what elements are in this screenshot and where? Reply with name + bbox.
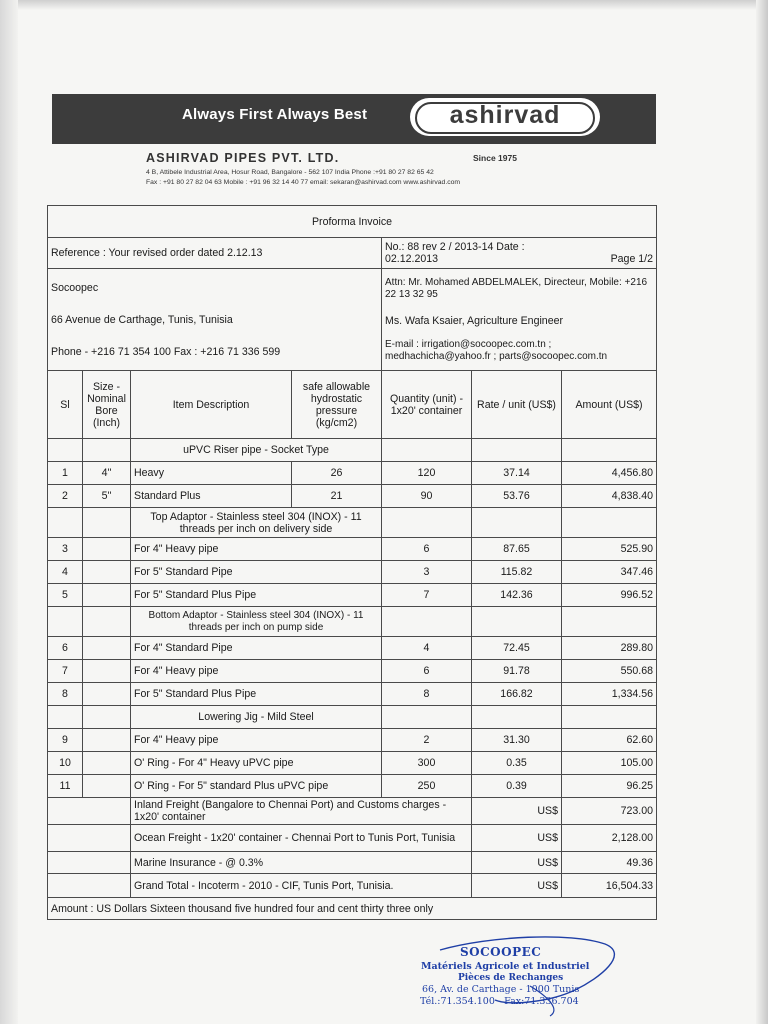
col-size: Size - Nominal Bore (Inch) bbox=[83, 371, 131, 439]
charge-label: Marine Insurance - @ 0.3% bbox=[131, 852, 472, 874]
row-desc: For 4" Heavy pipe bbox=[131, 660, 382, 683]
row-size: 4" bbox=[83, 462, 131, 485]
customer-name: Socoopec bbox=[51, 281, 99, 294]
charge-amount: 49.36 bbox=[562, 852, 657, 874]
company-address: 4 B, Attibele Industrial Area, Hosur Road, Bangalore - 562 107 India Phone :+91 80 27 82 65 42 bbox=[146, 169, 434, 176]
invoice-table bbox=[47, 205, 657, 920]
col-rate: Rate / unit (US$) bbox=[472, 371, 562, 439]
contact-engineer: Ms. Wafa Ksaier, Agriculture Engineer bbox=[385, 314, 564, 327]
amount-in-words: Amount : US Dollars Sixteen thousand five hundred four and cent thirty three only bbox=[48, 898, 657, 920]
stamp-line2: Pièces de Rechanges bbox=[458, 973, 564, 983]
col-desc: Item Description bbox=[131, 371, 292, 439]
customer-phone: Phone - +216 71 354 100 Fax : +216 71 336 599 bbox=[51, 345, 281, 358]
row-rate: 166.82 bbox=[472, 683, 562, 706]
table-row bbox=[48, 584, 657, 607]
row-qty: 6 bbox=[382, 538, 472, 561]
row-amount: 289.80 bbox=[562, 637, 657, 660]
table-row bbox=[48, 683, 657, 706]
section-lowering-jig: Lowering Jig - Mild Steel bbox=[131, 706, 382, 729]
tagline: Always First Always Best bbox=[182, 106, 368, 123]
charge-amount: 723.00 bbox=[562, 798, 657, 825]
header-banner bbox=[52, 94, 656, 144]
row-desc: O' Ring - For 4" Heavy uPVC pipe bbox=[131, 752, 382, 775]
contact-block bbox=[382, 269, 657, 371]
charge-label: Inland Freight (Bangalore to Chennai Port) and Customs charges - 1x20' container bbox=[131, 798, 472, 825]
page-edge-right bbox=[756, 0, 768, 1024]
row-qty: 4 bbox=[382, 637, 472, 660]
row-rate: 115.82 bbox=[472, 561, 562, 584]
row-sl: 6 bbox=[48, 637, 83, 660]
row-sl: 8 bbox=[48, 683, 83, 706]
row-amount: 996.52 bbox=[562, 584, 657, 607]
table-row bbox=[48, 538, 657, 561]
row-rate: 31.30 bbox=[472, 729, 562, 752]
row-qty: 120 bbox=[382, 462, 472, 485]
row-amount: 62.60 bbox=[562, 729, 657, 752]
row-qty: 8 bbox=[382, 683, 472, 706]
row-rate: 91.78 bbox=[472, 660, 562, 683]
customer-block bbox=[48, 269, 382, 371]
row-rate: 0.39 bbox=[472, 775, 562, 798]
charge-amount: 2,128.00 bbox=[562, 825, 657, 852]
row-rate: 53.76 bbox=[472, 485, 562, 508]
company-name: ASHIRVAD PIPES PVT. LTD. bbox=[146, 151, 340, 165]
invoice-title: Proforma Invoice bbox=[48, 206, 657, 238]
invoice-number: No.: 88 rev 2 / 2013-14 Date : 02.12.2013 bbox=[385, 241, 525, 265]
table-row bbox=[48, 775, 657, 798]
row-amount: 4,838.40 bbox=[562, 485, 657, 508]
row-sl: 1 bbox=[48, 462, 83, 485]
row-sl: 5 bbox=[48, 584, 83, 607]
row-sl: 11 bbox=[48, 775, 83, 798]
charge-row bbox=[48, 825, 657, 852]
row-amount: 4,456.80 bbox=[562, 462, 657, 485]
row-desc: Heavy bbox=[131, 462, 292, 485]
row-desc: For 4" Standard Pipe bbox=[131, 637, 382, 660]
row-qty: 250 bbox=[382, 775, 472, 798]
row-desc: For 4" Heavy pipe bbox=[131, 729, 382, 752]
row-rate: 0.35 bbox=[472, 752, 562, 775]
row-amount: 1,334.56 bbox=[562, 683, 657, 706]
section-riser: uPVC Riser pipe - Socket Type bbox=[131, 439, 382, 462]
ashirvad-logo bbox=[410, 98, 600, 136]
grand-total-amount: 16,504.33 bbox=[562, 874, 657, 898]
row-sl: 9 bbox=[48, 729, 83, 752]
reference: Reference : Your revised order dated 2.12.13 bbox=[48, 238, 382, 269]
row-size: 5" bbox=[83, 485, 131, 508]
table-row bbox=[48, 637, 657, 660]
company-contact: Fax : +91 80 27 82 04 63 Mobile : +91 96 32 14 40 77 email: sekaran@ashirvad.com www.ashirvad.com bbox=[146, 179, 461, 186]
contact-email: E-mail : irrigation@socoopec.com.tn ; medhachicha@yahoo.fr ; parts@socoopec.com.tn bbox=[385, 338, 608, 362]
invoice-number-cell bbox=[382, 238, 657, 269]
row-amount: 96.25 bbox=[562, 775, 657, 798]
attn: Attn: Mr. Mohamed ABDELMALEK, Directeur, Mobile: +216 22 13 32 95 bbox=[385, 276, 648, 300]
row-pressure: 21 bbox=[292, 485, 382, 508]
row-desc: O' Ring - For 5" standard Plus uPVC pipe bbox=[131, 775, 382, 798]
page-edge-left bbox=[0, 0, 18, 1024]
row-sl: 3 bbox=[48, 538, 83, 561]
section-bottom-adaptor: Bottom Adaptor - Stainless steel 304 (INOX) - 11 threads per inch on pump side bbox=[131, 607, 382, 637]
section-top-adaptor: Top Adaptor - Stainless steel 304 (INOX) - 11 threads per inch on delivery side bbox=[131, 508, 382, 538]
company-stamp bbox=[400, 928, 620, 1018]
charge-currency: US$ bbox=[472, 798, 562, 825]
row-rate: 37.14 bbox=[472, 462, 562, 485]
charge-row bbox=[48, 798, 657, 825]
page-edge-top bbox=[0, 0, 768, 10]
stamp-line3: 66, Av. de Carthage - 1000 Tunis bbox=[422, 984, 580, 995]
row-desc: For 5" Standard Plus Pipe bbox=[131, 584, 382, 607]
logo-text: ashirvad bbox=[449, 101, 561, 129]
row-rate: 142.36 bbox=[472, 584, 562, 607]
col-qty: Quantity (unit) - 1x20' container bbox=[382, 371, 472, 439]
row-pressure: 26 bbox=[292, 462, 382, 485]
table-row bbox=[48, 462, 657, 485]
since-year: Since 1975 bbox=[473, 153, 517, 163]
grand-total-label: Grand Total - Incoterm - 2010 - CIF, Tunis Port, Tunisia. bbox=[131, 874, 472, 898]
table-row bbox=[48, 729, 657, 752]
row-sl: 7 bbox=[48, 660, 83, 683]
charge-row bbox=[48, 852, 657, 874]
row-qty: 6 bbox=[382, 660, 472, 683]
row-amount: 550.68 bbox=[562, 660, 657, 683]
grand-total-currency: US$ bbox=[472, 874, 562, 898]
col-sl: Sl bbox=[48, 371, 83, 439]
table-row bbox=[48, 660, 657, 683]
row-desc: For 5" Standard Plus Pipe bbox=[131, 683, 382, 706]
grand-total-row bbox=[48, 874, 657, 898]
row-qty: 300 bbox=[382, 752, 472, 775]
col-pressure: safe allowable hydrostatic pressure (kg/cm2) bbox=[292, 371, 382, 439]
customer-address: 66 Avenue de Carthage, Tunis, Tunisia bbox=[51, 313, 233, 326]
row-sl: 10 bbox=[48, 752, 83, 775]
charge-currency: US$ bbox=[472, 825, 562, 852]
row-rate: 87.65 bbox=[472, 538, 562, 561]
row-sl: 2 bbox=[48, 485, 83, 508]
row-qty: 2 bbox=[382, 729, 472, 752]
row-desc: For 4" Heavy pipe bbox=[131, 538, 382, 561]
table-row bbox=[48, 561, 657, 584]
row-qty: 90 bbox=[382, 485, 472, 508]
row-qty: 7 bbox=[382, 584, 472, 607]
row-desc: Standard Plus bbox=[131, 485, 292, 508]
stamp-line4: Tél.:71.354.100 - Fax:71.336.704 bbox=[420, 996, 579, 1007]
row-rate: 72.45 bbox=[472, 637, 562, 660]
col-amount: Amount (US$) bbox=[562, 371, 657, 439]
row-amount: 347.46 bbox=[562, 561, 657, 584]
row-desc: For 5" Standard Pipe bbox=[131, 561, 382, 584]
row-amount: 525.90 bbox=[562, 538, 657, 561]
row-sl: 4 bbox=[48, 561, 83, 584]
stamp-name: SOCOOPEC bbox=[460, 945, 542, 959]
row-qty: 3 bbox=[382, 561, 472, 584]
charge-currency: US$ bbox=[472, 852, 562, 874]
charge-label: Ocean Freight - 1x20' container - Chennai Port to Tunis Port, Tunisia bbox=[131, 825, 472, 852]
row-amount: 105.00 bbox=[562, 752, 657, 775]
table-row bbox=[48, 752, 657, 775]
table-row bbox=[48, 485, 657, 508]
stamp-line1: Matériels Agricole et Industriel bbox=[421, 961, 590, 972]
page-number: Page 1/2 bbox=[610, 253, 654, 265]
